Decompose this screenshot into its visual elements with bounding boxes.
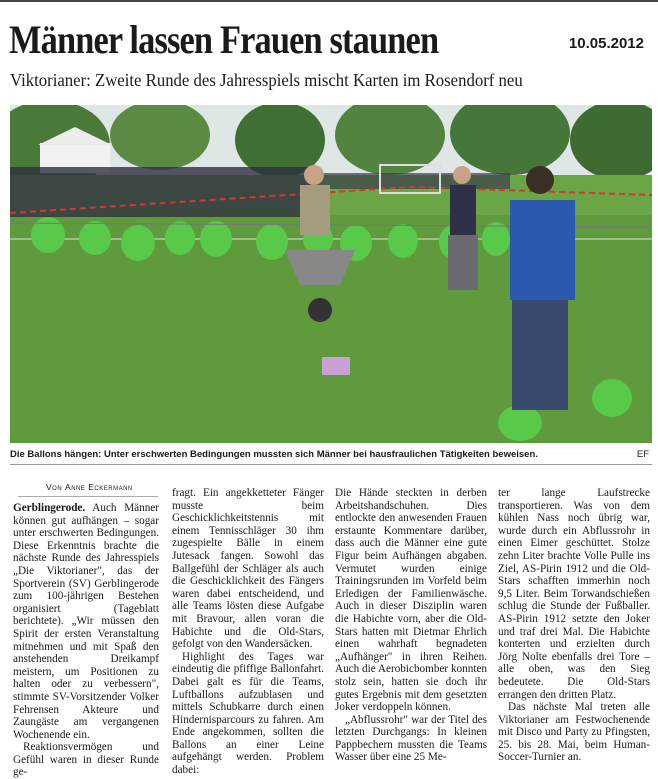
byline-rule — [18, 496, 158, 497]
headline: Männer lassen Frauen staunen — [9, 17, 439, 62]
photo-caption: Die Ballons hängen: Unter erschwerten Bedingungen mussten sich Männer bei hausfraulichen Tätigkeiten beweisen. — [10, 449, 538, 460]
byline — [46, 482, 133, 492]
text-column-1 — [13, 502, 159, 779]
caption-rule — [10, 464, 652, 465]
paragraph: Reaktionsvermögen und Gefühl waren in dieser Runde ge- — [13, 741, 159, 779]
article-photo — [10, 105, 652, 443]
text-column-2 — [172, 487, 324, 777]
dateline-place: Gerblingerode. — [13, 502, 86, 514]
paragraph: Gerblingerode. Auch Männer können gut aufhängen – sogar unter erschwerten Bedingungen. Diese Erkenntnis brachte die nächste Runde des Jahresspiels „Die Viktorianer", das der Sportverein (SV) Gerblingerode zum 100-jährigen Bestehen organisiert (Tageblatt berichtete). „Wir müssen den Spirit der ersten Veranstaltung mitnehmen und mit Spaß den anstehenden Dreikampf meistern, um Positionen zu halten oder zu verbessern", stimmte SV-Vorsitzender Volker Fehrensen Akteure und Zaungäste am vergangenen Wochenende ein. — [13, 502, 159, 741]
text-column-4 — [498, 487, 650, 764]
top-rule — [0, 0, 658, 2]
byline-prefix: Von — [46, 482, 63, 492]
photo-credit: EF — [636, 449, 649, 460]
subheadline: Viktorianer: Zweite Runde des Jahresspiels mischt Karten im Rosendorf neu — [10, 70, 523, 90]
publication-date: 10.05.2012 — [568, 35, 644, 52]
paragraph: Das nächste Mal treten alle Viktorianer am Festwochenende mit Disco und Party zu Pfingsten, 25. bis 28. Mai, beim Human-Soccer-Turnier an. — [498, 701, 650, 764]
paragraph: ter lange Laufstrecke transportieren. Was von dem kühlen Nass noch übrig war, wurde durch ein Abflussrohr in einen Eimer geschüttet. Stolze zehn Liter brachte Volle Pulle ins Ziel, AS-Pirin 1912 und die Old-Stars schafften immerhin noch 9,5 Liter. Beim Torwandschießen schlug die Stunde der Fußballer. AS-Pirin 1912 setzte den Joker und traf drei Mal. Die Habichte konterten und erzielten durch Jörg Nolte ebenfalls drei Tore – alle oben, was den Sieg bedeutete. Die Old-Stars errangen den dritten Platz. — [498, 487, 650, 701]
paragraph: Highlight des Tages war eindeutig die pfiffige Ballonfahrt. Dabei galt es für die Teams, Luftballons aufzublasen und mittels Schubkarre durch einen Hindernisparcours zu fahren. Am Ende angekommen, sollten die Ballons an einer Leine aufgehängt werden. Problem dabei: — [172, 650, 324, 777]
text-column-3 — [335, 487, 487, 764]
paragraph: Die Hände steckten in derben Arbeitshandschuhen. Dies entlockte den anwesenden Frauen erstaunte Kommentare darüber, dass auch die Männer eine gute Figur beim Aufhängen abgaben. Vermutet wurden einige Trainingsrunden im Vorfeld beim Erledigen der Familienwäsche. Auch in dieser Disziplin waren die Habichte vorn, aber die Old-Stars hatten mit Dietmar Ehrlich einen wahrhaft begnadeten „Aufhänger" in ihren Reihen. Auch die Aerobicbomber konnten stolz sein, hatten sie doch ihr gutes Ergebnis mit dem gesetzten Joker verdoppeln können. — [335, 487, 487, 714]
byline-author: Anne Eckermann — [65, 482, 133, 492]
paragraph: „Abflussrohr" war der Titel des letzten Durchgangs: In kleinen Pappbechern mussten die Teams Wasser über eine 25 Me- — [335, 713, 487, 764]
paragraph: fragt. Ein angekketteter Fänger musste beim Geschicklichkeitstennis mit einem Tennisschläger 30 ihm zugespielte Bälle in einem Jutesack fangen. Sowohl das Ballgefühl der Schläger als auch die Geschicklichkeit des Fängers waren dabei entscheidend, und alle Teams lösten diese Aufgabe mit Bravour, allen voran die Habichte und die Old-Stars, gefolgt von den Wandersäcken. — [172, 487, 324, 651]
